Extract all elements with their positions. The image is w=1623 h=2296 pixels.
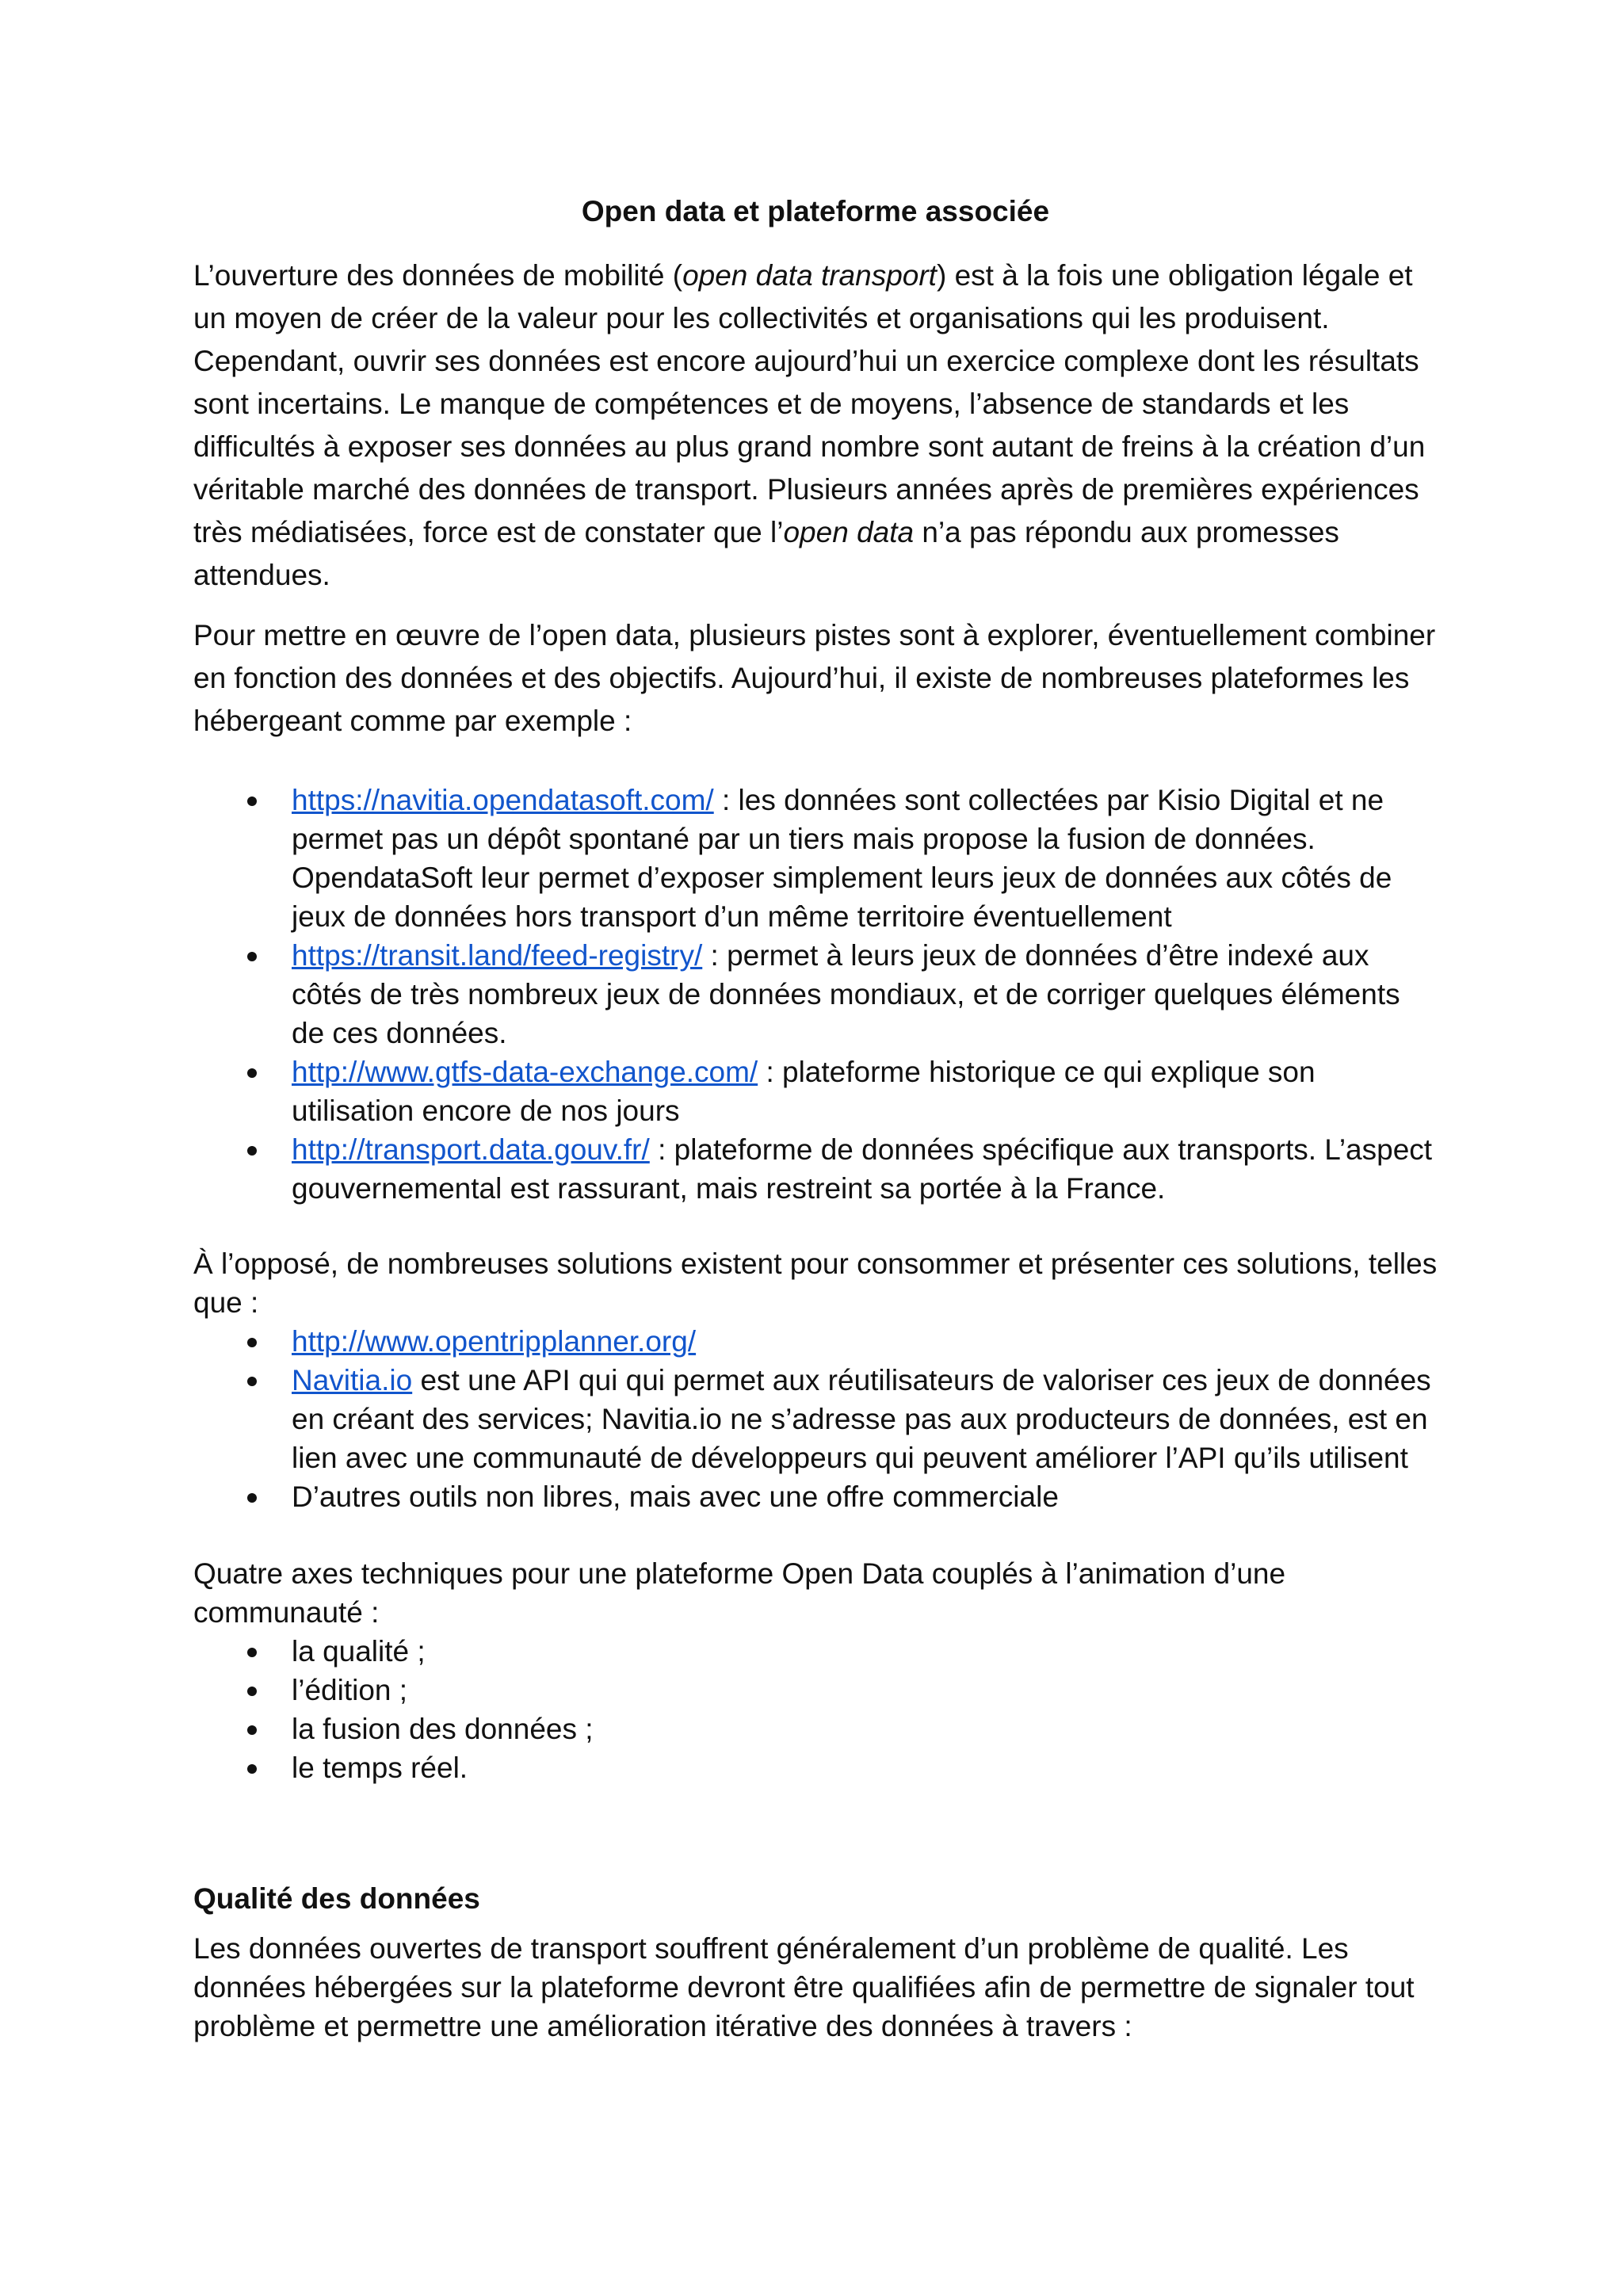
intro-text-c: n’a pas répondu aux promesses attendues.	[193, 516, 1339, 591]
link-opentripplanner[interactable]: http://www.opentripplanner.org/	[292, 1325, 697, 1358]
list-item-platform	[193, 1052, 1438, 1130]
list-item-axis	[193, 1748, 1438, 1787]
bullet-icon	[247, 1687, 257, 1696]
list-item-text: la fusion des données ;	[292, 1713, 594, 1745]
intro-emphasis-open-data-transport: open data transport	[682, 259, 937, 292]
bullet-icon	[247, 952, 257, 961]
bullet-icon	[247, 1493, 257, 1503]
link-navitia-io[interactable]: Navitia.io	[292, 1364, 413, 1396]
platforms-intro-paragraph: Pour mettre en œuvre de l’open data, plusieurs pistes sont à explorer, éventuellement combiner en fonction des données et des objectifs. Aujourd’hui, il existe de nombreuses plateformes les hébergeant comme par exemple :	[193, 619, 1436, 737]
bullet-icon	[247, 1725, 257, 1735]
bullet-icon	[247, 1764, 257, 1774]
list-item-axis	[193, 1671, 1438, 1710]
list-item-platform	[193, 781, 1438, 936]
list-item-solution	[193, 1477, 1438, 1516]
bullet-icon	[247, 1648, 257, 1657]
bullet-icon	[247, 1338, 257, 1347]
quality-paragraph: Les données ouvertes de transport souffrent généralement d’un problème de qualité. Les données hébergées sur la plateforme devront être qualifiées afin de permettre de signaler tout problème et permettre une amélioration itérative des données à travers :	[193, 1932, 1415, 2042]
list-item-text: : permet à leurs jeux de données d’être indexé aux côtés de très nombreux jeux de données mondiaux, et de corriger quelques éléments de ces données.	[292, 939, 1400, 1049]
document-page	[193, 192, 1438, 2046]
intro-text-a: L’ouverture des données de mobilité (	[193, 259, 683, 292]
list-item-text: : plateforme de données spécifique aux transports. L’aspect gouvernemental est rassurant, mais restreint sa portée à la France.	[292, 1133, 1433, 1205]
list-item-solution	[193, 1322, 1438, 1361]
platforms-list	[193, 781, 1438, 1208]
intro-paragraph	[193, 254, 1438, 597]
list-item-text: : les données sont collectées par Kisio Digital et ne permet pas un dépôt spontané par un tiers mais propose la fusion de données. OpendataSoft leur permet d’exposer simplement leurs jeux de données aux côtés de jeux de données hors transport d’un même territoire éventuellement	[292, 784, 1392, 933]
list-item-axis	[193, 1710, 1438, 1748]
page-title: Open data et plateforme associée	[581, 195, 1050, 227]
bullet-icon	[247, 1146, 257, 1156]
solutions-intro-paragraph: À l’opposé, de nombreuses solutions existent pour consommer et présenter ces solutions, telles que :	[193, 1247, 1438, 1319]
list-item-platform	[193, 936, 1438, 1052]
section-heading-qualite: Qualité des données	[193, 1882, 480, 1915]
link-transport-data-gouv[interactable]: http://transport.data.gouv.fr/	[292, 1133, 650, 1166]
solutions-list	[193, 1322, 1438, 1516]
link-transit-land[interactable]: https://transit.land/feed-registry/	[292, 939, 703, 972]
list-item-text: D’autres outils non libres, mais avec une offre commerciale	[292, 1480, 1059, 1513]
axes-list	[193, 1632, 1438, 1787]
list-item-text: le temps réel.	[292, 1752, 468, 1784]
list-item-text: est une API qui qui permet aux réutilisateurs de valoriser ces jeux de données en créant des services; Navitia.io ne s’adresse pas aux producteurs de données, est en lien avec une communauté de développeurs qui peuvent améliorer l’API qu’ils utilisent	[292, 1364, 1431, 1474]
bullet-icon	[247, 1068, 257, 1078]
list-item-solution	[193, 1361, 1438, 1477]
list-item-platform	[193, 1130, 1438, 1208]
link-gtfs-data-exchange[interactable]: http://www.gtfs-data-exchange.com/	[292, 1056, 758, 1088]
bullet-icon	[247, 797, 257, 806]
list-item-text: l’édition ;	[292, 1674, 408, 1706]
list-item-axis	[193, 1632, 1438, 1671]
bullet-icon	[247, 1377, 257, 1386]
link-navitia-opendatasoft[interactable]: https://navitia.opendatasoft.com/	[292, 784, 714, 816]
intro-text-b: ) est à la fois une obligation légale et un moyen de créer de la valeur pour les collectivités et organisations qui les produisent. Cependant, ouvrir ses données est encore aujourd’hui un exercice complexe dont les résultats sont incertains. Le manque de compétences et de moyens, l’absence de standards et les difficultés à exposer ses données au plus grand nombre sont autant de freins à la création d’un véritable marché des données de transport. Plusieurs années après de premières expériences très médiatisées, force est de constater que l’	[193, 259, 1426, 548]
axes-intro-paragraph: Quatre axes techniques pour une plateforme Open Data couplés à l’animation d’une communauté :	[193, 1557, 1286, 1629]
intro-emphasis-open-data: open data	[783, 516, 915, 548]
list-item-text: : plateforme historique ce qui explique son utilisation encore de nos jours	[292, 1056, 1316, 1127]
list-item-text: la qualité ;	[292, 1635, 426, 1668]
